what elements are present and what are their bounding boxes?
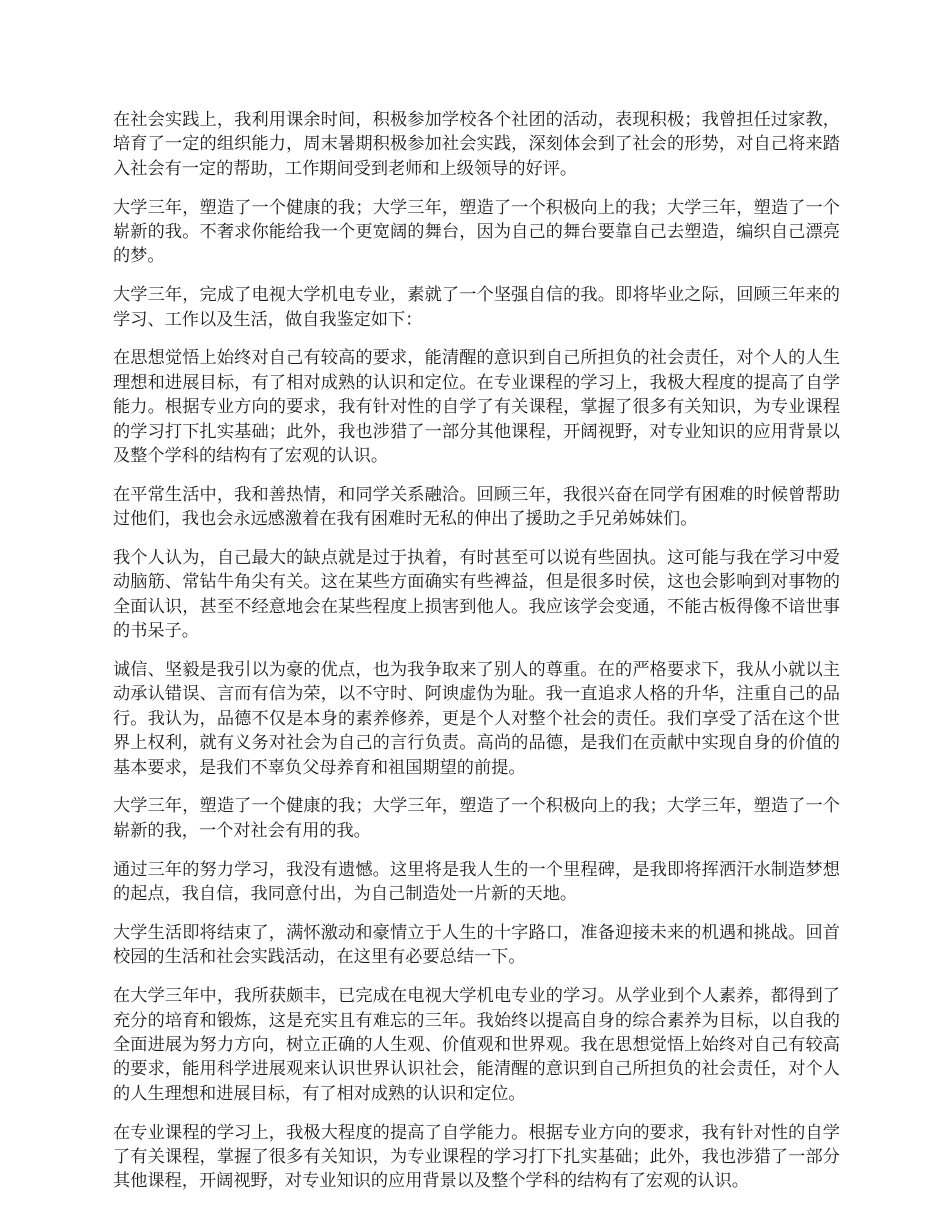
- paragraph-5: 在平常生活中，我和善热情，和同学关系融洽。回顾三年，我很兴奋在同学有困难的时候曾帮助过他们，我也会永远感激着在我有困难时无私的伸出了援助之手兄弟姊妹们。: [113, 484, 840, 530]
- paragraph-1: 在社会实践上，我利用课余时间，积极参加学校各个社团的活动，表现积极；我曾担任过家教，培育了一定的组织能力，周末暑期积极参加社会实践，深刻体会到了社会的形势，对自己将来踏入社会有一定的帮助，工作期间受到老师和上级领导的好评。: [113, 110, 840, 179]
- paragraph-9: 通过三年的努力学习，我没有遗憾。这里将是我人生的一个里程碑，是我即将挥洒汗水制造梦想的起点，我自信，我同意付出，为自己制造处一片新的天地。: [113, 859, 840, 905]
- paragraph-2: 大学三年，塑造了一个健康的我；大学三年，塑造了一个积极向上的我；大学三年，塑造了一个崭新的我。不奢求你能给我一个更宽阔的舞台，因为自己的舞台要靠自己去塑造，编织自己漂亮的梦。: [113, 197, 840, 267]
- paragraph-11: 在大学三年中，我所获颇丰，已完成在电视大学机电专业的学习。从学业到个人素养，都得到了充分的培育和锻炼，这是充实且有难忘的三年。我始终以提高自身的综合素养为目标，以自我的全面进展为努力方向，树立正确的人生观、价值观和世界观。我在思想觉悟上始终对自己有较高的要求，能用科学进展观来认识世界认识社会，能清醒的意识到自己所担负的社会责任，对个人的人生理想和进展目标，有了相对成熟的认识和定位。: [113, 986, 840, 1104]
- paragraph-4: 在思想觉悟上始终对自己有较高的要求，能清醒的意识到自己所担负的社会责任，对个人的人生理想和进展目标，有了相对成熟的认识和定位。在专业课程的学习上，我极大程度的提高了自学能力。根据专业方向的要求，我有针对性的自学了有关课程，掌握了很多有关知识，为专业课程的学习打下扎实基础；此外，我也涉猎了一部分其他课程，开阔视野，对专业知识的应用背景以及整个学科的结构有了宏观的认识。: [113, 348, 840, 467]
- paragraph-12: 在专业课程的学习上，我极大程度的提高了自学能力。根据专业方向的要求，我有针对性的自学了有关课程，掌握了很多有关知识，为专业课程的学习打下扎实基础；此外，我也涉猎了一部分其他课程，开阔视野，对专业知识的应用背景以及整个学科的结构有了宏观的认识。: [113, 1122, 840, 1192]
- paragraph-6: 我个人认为，自己最大的缺点就是过于执着，有时甚至可以说有些固执。这可能与我在学习中爱动脑筋、常钻牛角尖有关。这在某些方面确实有些裨益，但是很多时侯，这也会影响到对事物的全面认识，甚至不经意地会在某些程度上损害到他人。我应该学会变通，不能古板得像不谙世事的书呆子。: [113, 548, 840, 642]
- document-body: [113, 108, 840, 1208]
- paragraph-3: 大学三年，完成了电视大学机电专业，素就了一个坚强自信的我。即将毕业之际，回顾三年来的学习、工作以及生活，做自我鉴定如下：: [113, 285, 840, 330]
- paragraph-7: 诚信、坚毅是我引以为豪的优点，也为我争取来了别人的尊重。在的严格要求下，我从小就以主动承认错误、言而有信为荣，以不守时、阿谀虚伪为耻。我一直追求人格的升华，注重自己的品行。我认为，品德不仅是本身的素养修养，更是个人对整个社会的责任。我们享受了活在这个世界上权利，就有义务对社会为自己的言行负责。高尚的品德，是我们在贡献中实现自身的价值的基本要求，是我们不辜负父母养育和祖国期望的前提。: [113, 660, 840, 778]
- paragraph-10: 大学生活即将结束了，满怀激动和豪情立于人生的十字路口，准备迎接未来的机遇和挑战。回首校园的生活和社会实践活动，在这里有必要总结一下。: [113, 922, 840, 968]
- paragraph-8: 大学三年，塑造了一个健康的我；大学三年，塑造了一个积极向上的我；大学三年，塑造了一个崭新的我，一个对社会有用的我。: [113, 796, 840, 841]
